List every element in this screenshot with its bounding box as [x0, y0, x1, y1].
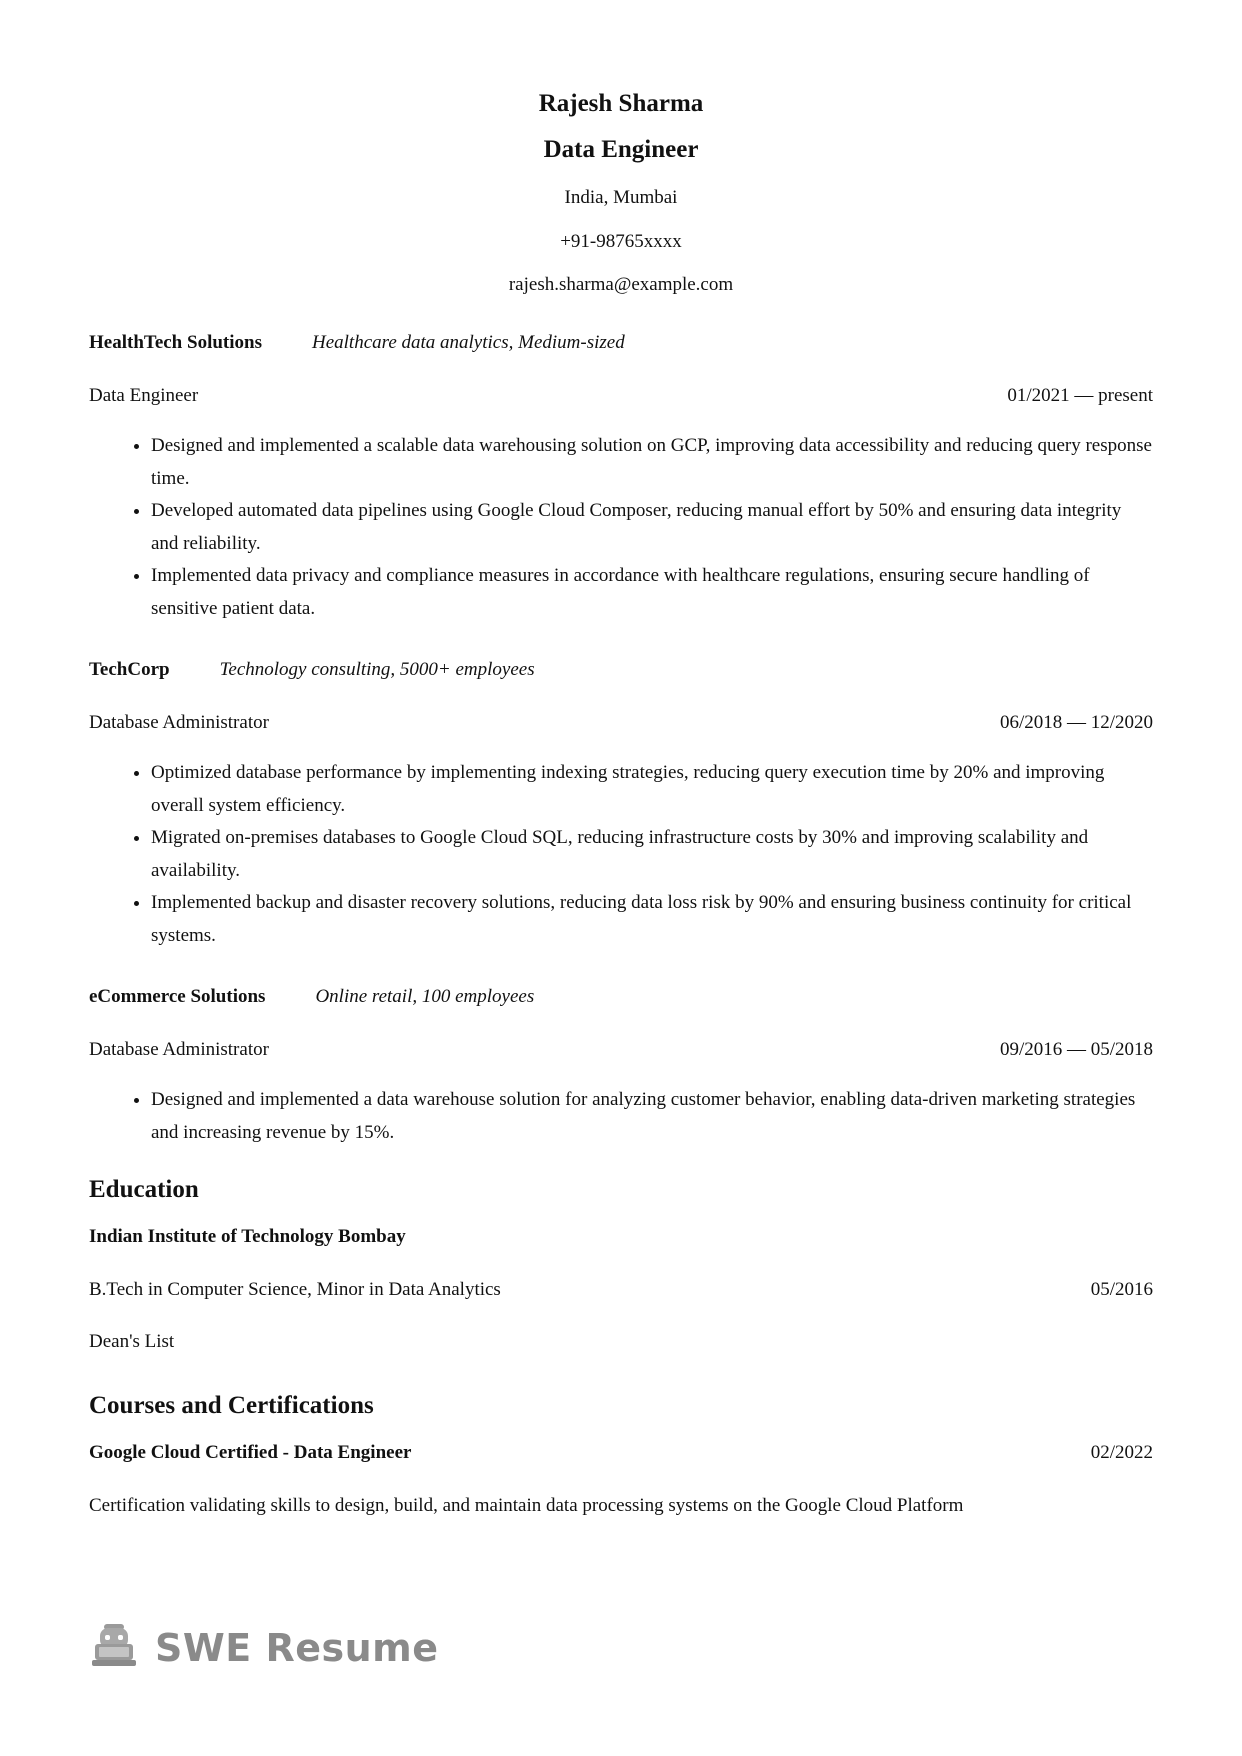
job-bullets [89, 430, 1153, 625]
logo-text: SWE Resume [155, 1625, 439, 1670]
experience-entry [89, 331, 1153, 625]
school-name: Indian Institute of Technology Bombay [89, 1226, 406, 1247]
company-line [89, 985, 1153, 1009]
company-name: HealthTech Solutions [89, 332, 262, 353]
resume-header [89, 0, 1153, 297]
experience-entry [89, 985, 1153, 1149]
courses-section [89, 1389, 1153, 1518]
company-name: eCommerce Solutions [89, 986, 266, 1007]
certification-date: 02/2022 [1090, 1442, 1153, 1463]
role-line [89, 384, 1153, 408]
bullet-item: • Designed and implemented a data warehouse solution for analyzing customer behavior, enabling data-driven marketing strategies and increasing revenue by 15%. [151, 1084, 1153, 1149]
bullet-item: • Implemented data privacy and compliance measures in accordance with healthcare regulations, ensuring secure handling of sensitive patient data. [151, 560, 1153, 625]
job-role: Database Administrator [89, 712, 269, 733]
honor: Dean's List [89, 1331, 175, 1352]
bullet-item: • Implemented backup and disaster recovery solutions, reducing data loss risk by 90% and ensuring business continuity for critical systems. [151, 887, 1153, 952]
role-line [89, 1038, 1153, 1062]
bullet-item: • Optimized database performance by implementing indexing strategies, reducing query execution time by 20% and improving overall system efficiency. [151, 757, 1153, 822]
role-line [89, 711, 1153, 735]
company-name: TechCorp [89, 659, 170, 680]
robot-laptop-icon [91, 1622, 137, 1673]
certification-description: Certification validating skills to design, build, and maintain data processing systems on the Google Cloud Platform [89, 1495, 964, 1516]
swe-resume-logo [91, 1622, 439, 1673]
courses-heading: Courses and Certifications [89, 1392, 374, 1419]
job-dates: 09/2016 — 05/2018 [999, 1039, 1153, 1060]
contact-email: rajesh.sharma@example.com [508, 274, 734, 295]
contact-location: India, Mumbai [564, 187, 678, 208]
job-role: Database Administrator [89, 1039, 269, 1060]
degree-line [89, 1278, 1153, 1302]
education-heading: Education [89, 1176, 199, 1203]
contact-phone: +91-98765xxxx [560, 231, 682, 252]
bullet-item: • Developed automated data pipelines using Google Cloud Composer, reducing manual effort by 50% and ensuring data integrity and reliability. [151, 495, 1153, 560]
degree: B.Tech in Computer Science, Minor in Data Analytics [89, 1279, 501, 1300]
graduation-date: 05/2016 [1090, 1279, 1153, 1300]
certification-name: Google Cloud Certified - Data Engineer [89, 1442, 412, 1463]
company-description: Online retail, 100 employees [315, 986, 535, 1007]
candidate-name: Rajesh Sharma [538, 90, 704, 117]
job-dates: 01/2021 — present [1007, 385, 1153, 406]
resume-page [89, 0, 1153, 1518]
company-description: Technology consulting, 5000+ employees [219, 659, 535, 680]
bullet-item: • Designed and implemented a scalable data warehousing solution on GCP, improving data accessibility and reducing query response time. [151, 430, 1153, 495]
experience-entry [89, 658, 1153, 952]
certification-line [89, 1441, 1153, 1465]
job-role: Data Engineer [89, 385, 199, 406]
bullet-item: • Migrated on-premises databases to Google Cloud SQL, reducing infrastructure costs by 30% and improving scalability and availability. [151, 822, 1153, 887]
job-dates: 06/2018 — 12/2020 [999, 712, 1153, 733]
company-line [89, 331, 1153, 355]
candidate-title: Data Engineer [543, 136, 699, 163]
company-line [89, 658, 1153, 682]
education-section [89, 1173, 1153, 1354]
job-bullets [89, 1084, 1153, 1149]
job-bullets [89, 757, 1153, 952]
company-description: Healthcare data analytics, Medium-sized [311, 332, 625, 353]
